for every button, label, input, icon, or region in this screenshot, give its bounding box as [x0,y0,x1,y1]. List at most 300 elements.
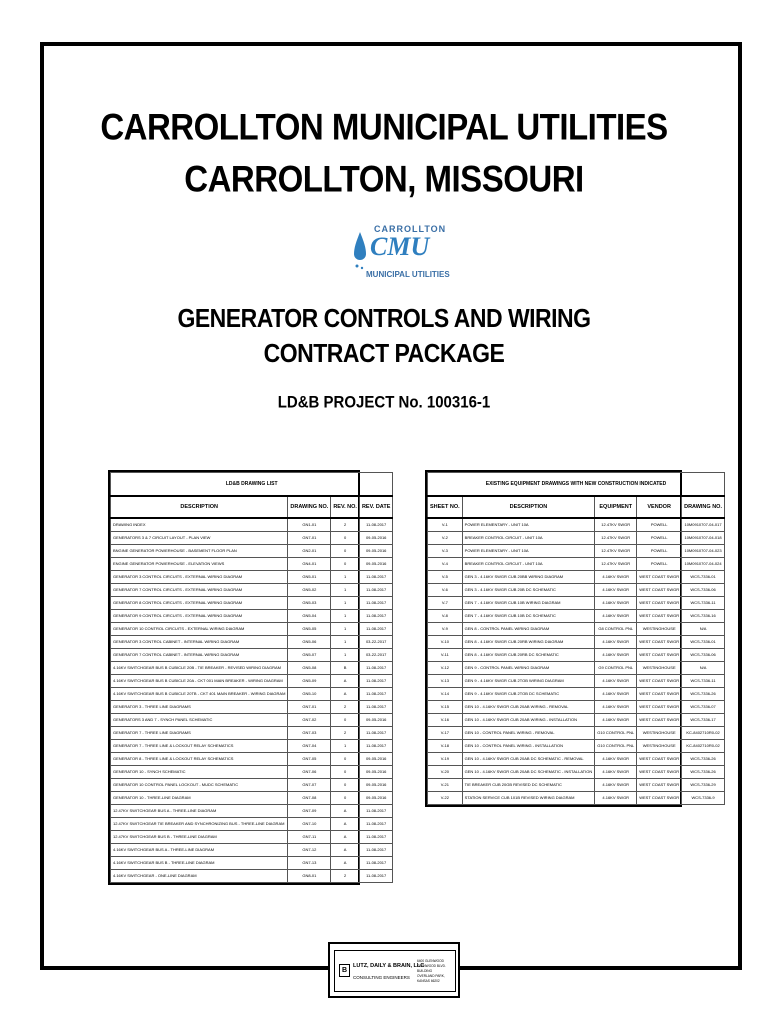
table-cell: WCS-7336-11 [682,675,725,688]
table-cell: GN7-12 [288,844,331,857]
table-cell: POWELL [637,558,682,571]
table-cell: WCS-7336-11 [682,597,725,610]
table-cell: GN5-06 [288,636,331,649]
table-cell: GEN 9 - 4.16KV SWGR CUB 2TOB DC SCHEMATIC [462,688,595,701]
table-cell: STATION SERVICE CUB 101B REVISED WIRING DIAGRAM [462,792,595,805]
table-cell: G8 CONTROL PNL [595,623,637,636]
table-row [428,753,725,766]
table-cell: 2 [331,701,360,714]
table-cell: GEN 10 - CONTROL PANEL WIRING - REMOVAL [462,727,595,740]
table-cell: GN5-09 [288,675,331,688]
table-cell: GENERATORS 3 & 7 CIRCUIT LAYOUT - PLAN VIEW [111,532,288,545]
table-cell: GN7-13 [288,857,331,870]
table-cell: GN5-07 [288,649,331,662]
table-cell: GN5-08 [288,662,331,675]
table-cell: 0 [331,766,360,779]
table-cell: V-21 [428,779,463,792]
table-cell: BREAKER CONTROL CIRCUIT - UNIT 10A [462,558,595,571]
table-row [111,792,393,805]
table-cell: A [331,688,360,701]
table-row [111,714,393,727]
table-row [111,753,393,766]
table-cell: A [331,857,360,870]
table-cell: 1 [331,584,360,597]
utility-name: CARROLLTON MUNICIPAL UTILITIES [100,105,668,148]
table-cell: GN5-05 [288,623,331,636]
table-cell: WCS-7336-01 [682,571,725,584]
table-row [428,545,725,558]
table-cell: WCS-7336-26 [682,688,725,701]
table-cell: V-20 [428,766,463,779]
column-header: SHEET NO. [428,496,463,518]
table-cell: WEST COAST SWGR [637,766,682,779]
table-cell: WEST COAST SWGR [637,675,682,688]
table-row [428,584,725,597]
table-row [111,675,393,688]
table-cell: GENERATOR 10 - THREE-LINE DIAGRAM [111,792,288,805]
table-row [111,844,393,857]
table-cell: 4.16KV SWITCHGEAR BUS B CUBICLE 20A - CKT 001 MAIN BREAKER - WIRING DIAGRAM [111,675,288,688]
table-header-row [111,496,393,518]
table-cell: GN7-03 [288,727,331,740]
table-cell: 4.16KV SWGR [595,766,637,779]
table-cell: GENERATOR 3 CONTROL CIRCUITS - EXTERNAL WIRING DIAGRAM [111,571,288,584]
table-cell: 11-08-2017 [359,818,392,831]
table-row [111,649,393,662]
table-cell: WESTINGHOUSE [637,662,682,675]
table-cell: POWER ELEMENTARY - UNIT 10A [462,518,595,532]
table-cell: WEST COAST SWGR [637,571,682,584]
table-cell: 11-08-2017 [359,610,392,623]
table-cell: GEN 10 - 4.16KV SWGR CUB 20AB WIRING - REMOVAL [462,701,595,714]
table-cell: GENERATOR 7 - THREE LINE & LOCKOUT RELAY SCHEMATICS [111,740,288,753]
table-row [111,623,393,636]
table-cell: GEN 8 - 4.16KV SWGR CUB 20RB DC SCHEMATIC [462,649,595,662]
table-cell: 2 [331,870,360,883]
table-cell: V-14 [428,688,463,701]
table-row [428,662,725,675]
table-cell: GEN 10 - 4.16KV SWGR CUB 20AB WIRING - INSTALLATION [462,714,595,727]
table-cell: 11-08-2017 [359,844,392,857]
table-cell: GN7-11 [288,831,331,844]
firm-name: LUTZ, DAILY & BRAIN, LLC [353,963,425,969]
table-cell: 4.16KV SWGR [595,701,637,714]
table-caption: EXISTING EQUIPMENT DRAWINGS WITH NEW CONSTRUCTION INDICATED [428,473,725,497]
table-cell: GENERATOR 10 - SYNCH SCHEMATIC [111,766,288,779]
column-header: DESCRIPTION [462,496,595,518]
title-block-frame [334,950,456,992]
table-row [111,779,393,792]
table-cell: V-5 [428,571,463,584]
table-row [111,805,393,818]
table-cell: 09-05-2016 [359,558,392,571]
table-cell: 4.16KV SWGR [595,792,637,805]
table-cell: V-13 [428,675,463,688]
table-cell: 11-08-2017 [359,571,392,584]
table-row [111,558,393,571]
table-cell: GEN 3 - 4.16KV SWGR CUB 20BB WIRING DIAGRAM [462,571,595,584]
table-row [111,545,393,558]
table-cell: V-4 [428,558,463,571]
table-row [428,532,725,545]
table-cell: GEN 3 - 4.16KV SWGR CUB 20B DC SCHEMATIC [462,584,595,597]
table-cell: 12.47KV SWITCHGEAR BUS B - THREE-LINE DIAGRAM [111,831,288,844]
table-cell: A [331,805,360,818]
table-cell: 10M0910707-04-024 [682,558,725,571]
table-cell: 4.16KV SWGR [595,779,637,792]
table-cell: 0 [331,558,360,571]
table-cell: 4.16KV SWGR [595,636,637,649]
table-cell: 4.16KV SWGR [595,584,637,597]
table-cell: 4.16KV SWGR [595,688,637,701]
table-cell: GEN 10 - 4.16KV SWGR CUB 20AB DC SCHEMATIC - INSTALLATION [462,766,595,779]
table-cell: 0 [331,714,360,727]
table-cell: GN8-01 [288,870,331,883]
table-row [428,623,725,636]
table-cell: GENERATOR 8 CONTROL CIRCUITS - EXTERNAL WIRING DIAGRAM [111,597,288,610]
table-row [428,701,725,714]
existing-equipment-drawings-table [425,470,722,807]
table-cell: 09-05-2016 [359,779,392,792]
table-cell: 1 [331,649,360,662]
table-row [428,714,725,727]
table-row [428,649,725,662]
table-cell: GEN 10 - CONTROL PANEL WIRING - INSTALLATION [462,740,595,753]
table-cell: WESTINGHOUSE [637,740,682,753]
table-cell: GN7-07 [288,779,331,792]
water-drop-icon [352,230,368,270]
package-title-line2: CONTRACT PACKAGE [263,338,505,368]
table-cell: A [331,844,360,857]
table-cell: 11-08-2017 [359,623,392,636]
table-cell: 11-08-2017 [359,597,392,610]
table-cell: GN1-01 [288,518,331,532]
table-cell: 1 [331,597,360,610]
table-row [428,792,725,805]
table-row [111,518,393,532]
column-header: REV. NO. [331,496,360,518]
table-cell: 12.47KV SWITCHGEAR BUS A - THREE-LINE DIAGRAM [111,805,288,818]
table-row [428,740,725,753]
table-cell: 4.16KV SWGR [595,675,637,688]
table-cell: 11-08-2017 [359,831,392,844]
table-cell: WCS-7336-06 [682,649,725,662]
table-cell: POWELL [637,518,682,532]
table-cell: 4.16KV SWGR [595,753,637,766]
logo-top-text: CARROLLTON [374,224,447,234]
table-cell: POWER ELEMENTARY - UNIT 10A [462,545,595,558]
package-title-line1: GENERATOR CONTROLS AND WIRING [177,303,591,333]
table-cell: 4.16KV SWITCHGEAR BUS B CUBICLE 20TB - CKT 401 MAIN BREAKER - WIRING DIAGRAM [111,688,288,701]
table-cell: 4.16KV SWITCHGEAR BUS B CUBICLE 20B - TIE BREAKER - REVISED WIRING DIAGRAM [111,662,288,675]
table-cell: 12.47KV SWGR [595,532,637,545]
table-cell: GN7-01 [288,701,331,714]
table-row [111,701,393,714]
table-cell: N/A [682,662,725,675]
address-line: 6400 GLENWOOD [417,959,444,963]
table-cell: A [331,831,360,844]
table-row [111,688,393,701]
table-row [428,727,725,740]
table-cell: WCS-7336-26 [682,753,725,766]
table-cell: GENERATOR 10 CONTROL CIRCUITS - EXTERNAL WIRING DIAGRAM [111,623,288,636]
table-cell: 09-05-2016 [359,792,392,805]
table-cell: B [331,662,360,675]
table-cell: 1 [331,740,360,753]
table-cell: BNGINE GENERATOR POWERHOUSE - BASEMENT FLOOR PLAN [111,545,288,558]
table-cell: 0 [331,779,360,792]
table-cell: DRAWING INDEX [111,518,288,532]
column-header: REV. DATE [359,496,392,518]
table-cell: 0 [331,753,360,766]
table-row [428,597,725,610]
table-cell: KC-8402710R0-02 [682,740,725,753]
table-row [111,870,393,883]
table-cell: GENERATOR 7 - THREE LINE DIAGRAMS [111,727,288,740]
table-cell: 11-08-2017 [359,857,392,870]
table-cell: POWELL [637,545,682,558]
table-cell: 11-08-2017 [359,662,392,675]
table-cell: GENERATOR 9 CONTROL CIRCUITS - EXTERNAL WIRING DIAGRAM [111,610,288,623]
table-cell: 0 [331,792,360,805]
table-cell: WCS-7336-06 [682,584,725,597]
table-cell: WCS-7336-17 [682,714,725,727]
table-cell: GN7-08 [288,792,331,805]
table-cell: ENGINE GENERATOR POWERHOUSE - ELEVATION VIEWS [111,558,288,571]
table-cell: 12.47KV SWGR [595,558,637,571]
table-cell: GEN 9 - 4.16KV SWGR CUB 2TOB WIRING DIAGRAM [462,675,595,688]
table-cell: GENERATOR 8 - THREE LINE & LOCKOUT RELAY SCHEMATICS [111,753,288,766]
firm-logo-mark: B [339,964,350,977]
table-cell: 11-08-2017 [359,740,392,753]
table-cell: V-1 [428,518,463,532]
table-cell: GN7-01 [288,532,331,545]
table-cell: GN4-01 [288,558,331,571]
table-cell: 4.16KV SWITCHGEAR BUS B - THREE-LINE DIAGRAM [111,857,288,870]
table-cell: 10M0910707-04-018 [682,532,725,545]
table-row [111,610,393,623]
table-cell: 03-22-2017 [359,649,392,662]
table-cell: 0 [331,532,360,545]
table-row [111,857,393,870]
table-cell: 11-08-2017 [359,675,392,688]
table-cell: G9 CONTROL PNL [595,662,637,675]
table-row [111,727,393,740]
table-cell: GN7-10 [288,818,331,831]
project-number: LD&B PROJECT No. 100316-1 [277,393,491,412]
table-cell: GEN 10 - 4.16KV SWGR CUB 20AB DC SCHEMATIC - REMOVAL [462,753,595,766]
table-cell: 09-05-2016 [359,766,392,779]
table-cell: V-17 [428,727,463,740]
table-cell: 4.16KV SWGR [595,649,637,662]
table-row [428,610,725,623]
table-row [428,688,725,701]
table-cell: V-15 [428,701,463,714]
table-row [428,571,725,584]
table-row [428,675,725,688]
table-cell: WEST COAST SWGR [637,610,682,623]
table-row [428,518,725,532]
table-cell: GEN 9 - CONTROL PANEL WIRING DIAGRAM [462,662,595,675]
table-cell: GEN 8 - 4.16KV SWGR CUB 20RB WIRING DIAGRAM [462,636,595,649]
table-cell: WEST COAST SWGR [637,688,682,701]
table-cell: V-6 [428,584,463,597]
address-line: OVERLAND PARK, KANSAS 66202 [417,974,445,983]
table-cell: 2 [331,727,360,740]
table-cell: WEST COAST SWGR [637,636,682,649]
table-cell: WESTINGHOUSE [637,623,682,636]
table-cell: 1 [331,636,360,649]
table-row [428,558,725,571]
table-cell: 1 [331,610,360,623]
table-cell: 11-08-2017 [359,518,392,532]
firm-address [417,959,455,984]
table-cell: GENERATOR 3 - THREE LINE DIAGRAMS [111,701,288,714]
table-cell: WEST COAST SWGR [637,649,682,662]
firm-subtitle: CONSULTING ENGINEERS [353,975,410,980]
table-cell: WEST COAST SWGR [637,753,682,766]
table-cell: WEST COAST SWGR [637,584,682,597]
table-cell: GN5-10 [288,688,331,701]
table-cell: 09-05-2016 [359,545,392,558]
column-header: VENDOR [637,496,682,518]
table-cell: GENERATOR 10 CONTROL PANEL LOCKOUT - MUDC SCHEMATIC [111,779,288,792]
column-header: DRAWING NO. [682,496,725,518]
column-header: DESCRIPTION [111,496,288,518]
table-cell: GN7-04 [288,740,331,753]
table-cell: GENERATOR 3 CONTROL CABINET - INTERNAL WIRING DIAGRAM [111,636,288,649]
table-cell: 0 [331,545,360,558]
column-header: DRAWING NO. [288,496,331,518]
table-cell: 11-08-2017 [359,805,392,818]
table-cell: GN5-04 [288,610,331,623]
table-cell: V-3 [428,545,463,558]
table-cell: V-16 [428,714,463,727]
table-cell: N/A [682,623,725,636]
table-cell: A [331,675,360,688]
table-row [428,636,725,649]
column-header: EQUIPMENT [595,496,637,518]
table-cell: GN7-06 [288,766,331,779]
table-row [428,779,725,792]
table-cell: WCS-7336-16 [682,610,725,623]
table-row [111,532,393,545]
table-cell: V-2 [428,532,463,545]
table-cell: WCS-7336-29 [682,779,725,792]
table-cell: V-18 [428,740,463,753]
table-cell: 1 [331,571,360,584]
table-row [111,818,393,831]
table-cell: GENERATORS 3 AND 7 - SYNCH PANEL SCHEMATIC [111,714,288,727]
table-cell: 4.16KV SWGR [595,597,637,610]
utility-location: CARROLLTON, MISSOURI [184,157,584,200]
table-cell: WCS-7336-01 [682,636,725,649]
table-row [111,636,393,649]
table-cell: GENERATOR 7 CONTROL CABINET - INTERNAL WIRING DIAGRAM [111,649,288,662]
table-cell: WCS-7336-07 [682,701,725,714]
table-cell: 03-22-2017 [359,636,392,649]
table-cell: WEST COAST SWGR [637,779,682,792]
table-cell: 4.16KV SWGR [595,714,637,727]
table-cell: GENERATOR 7 CONTROL CIRCUITS - EXTERNAL WIRING DIAGRAM [111,584,288,597]
table-cell: GN7-09 [288,805,331,818]
table-cell: GEN 8 - CONTROL PANEL WIRING DIAGRAM [462,623,595,636]
table-cell: 10M0910707-04-017 [682,518,725,532]
address-line: GLENWOOD BLVD. BUILDING [417,964,446,973]
table-cell: WEST COAST SWGR [637,597,682,610]
table-cell: WEST COAST SWGR [637,792,682,805]
table-cell: V-9 [428,623,463,636]
table-row [428,766,725,779]
table-cell: V-7 [428,597,463,610]
table-cell: V-19 [428,753,463,766]
table-cell: KC-8402710R0-02 [682,727,725,740]
table-cell: G10 CONTROL PNL [595,727,637,740]
table-cell: 09-05-2016 [359,532,392,545]
table-cell: 11-08-2017 [359,727,392,740]
table-cell: 12.47KV SWITCHGEAR TIE BREAKER AND SYNCHRONIZING BUS - THREE-LINE DIAGRAM [111,818,288,831]
table-cell: 11-08-2017 [359,688,392,701]
table-cell: 11-08-2017 [359,584,392,597]
table-cell: 11-08-2017 [359,870,392,883]
table-caption: LD&B DRAWING LIST [111,473,393,497]
table-row [111,766,393,779]
table-cell: GN7-05 [288,753,331,766]
table-cell: GEN 7 - 4.16KV SWGR CUB 10B DC SCHEMATIC [462,610,595,623]
table-cell: V-22 [428,792,463,805]
table-cell: WESTINGHOUSE [637,727,682,740]
table-cell: 12.47KV SWGR [595,545,637,558]
table-cell: V-12 [428,662,463,675]
table-cell: 4.16KV SWITCHGEAR BUS A - THREE-LINE DIAGRAM [111,844,288,857]
table-row [111,831,393,844]
table-cell: WCS-7336-26 [682,766,725,779]
table-cell: 10M0910707-04-023 [682,545,725,558]
table-cell: 4.16KV SWITCHGEAR - ONE-LINE DIAGRAM [111,870,288,883]
table-cell: POWELL [637,532,682,545]
table-cell: V-10 [428,636,463,649]
table-cell: WEST COAST SWGR [637,714,682,727]
table-row [111,597,393,610]
logo-main-text: CMU [370,232,430,261]
ldb-drawing-list-table [108,470,391,885]
table-row [111,662,393,675]
table-header-row [428,496,725,518]
table-cell: 11-08-2017 [359,701,392,714]
table-cell: WEST COAST SWGR [637,701,682,714]
table-cell: 09-05-2016 [359,714,392,727]
table-cell: 4.16KV SWGR [595,571,637,584]
table-cell: WCS-7336-9 [682,792,725,805]
table-cell: GN5-02 [288,584,331,597]
table-cell: GN7-02 [288,714,331,727]
table-cell: GN5-01 [288,571,331,584]
table-cell: GN2-01 [288,545,331,558]
cmu-logo [352,224,450,286]
table-cell: V-11 [428,649,463,662]
engineer-title-block [328,942,460,998]
table-cell: V-8 [428,610,463,623]
table-cell: G10 CONTROL PNL [595,740,637,753]
table-cell: 1 [331,623,360,636]
table-cell: GN5-03 [288,597,331,610]
table-cell: 4.16KV SWGR [595,610,637,623]
logo-bottom-text: MUNICIPAL UTILITIES [366,270,450,279]
table-row [111,740,393,753]
table-cell: 09-05-2016 [359,753,392,766]
table-cell: 12.47KV SWGR [595,518,637,532]
table-cell: GEN 7 - 4.16KV SWGR CUB 10B WIRING DIAGRAM [462,597,595,610]
